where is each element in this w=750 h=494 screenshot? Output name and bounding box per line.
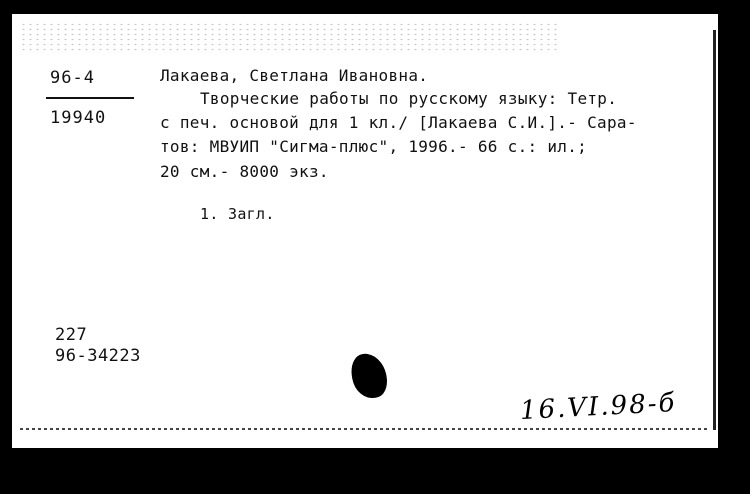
tracing: 1. Загл. [200, 205, 275, 223]
title-line-4: 20 см.- 8000 экз. [160, 162, 329, 181]
title-line-1: Творческие работы по русскому языку: Тетр. [200, 89, 618, 108]
title-line-3: тов: МВУИП "Сигма-плюс", 1996.- 66 с.: ил.; [160, 137, 588, 156]
call-number-bottom: 19940 [50, 108, 107, 128]
code-2: 96-34223 [55, 346, 141, 366]
title-line-2: с печ. основой для 1 кл./ [Лакаева С.И.].- Сара- [160, 113, 637, 132]
author-line: Лакаева, Светлана Ивановна. [160, 66, 429, 85]
call-number-top: 96-4 [50, 68, 95, 88]
card-edge-bottom [20, 428, 710, 430]
scan-noise [20, 22, 560, 52]
call-number-divider [46, 97, 134, 99]
scan-border [0, 448, 750, 494]
code-1: 227 [55, 325, 88, 345]
handwritten-date: 16.VI.98-б [519, 387, 678, 427]
card-edge [713, 30, 716, 430]
